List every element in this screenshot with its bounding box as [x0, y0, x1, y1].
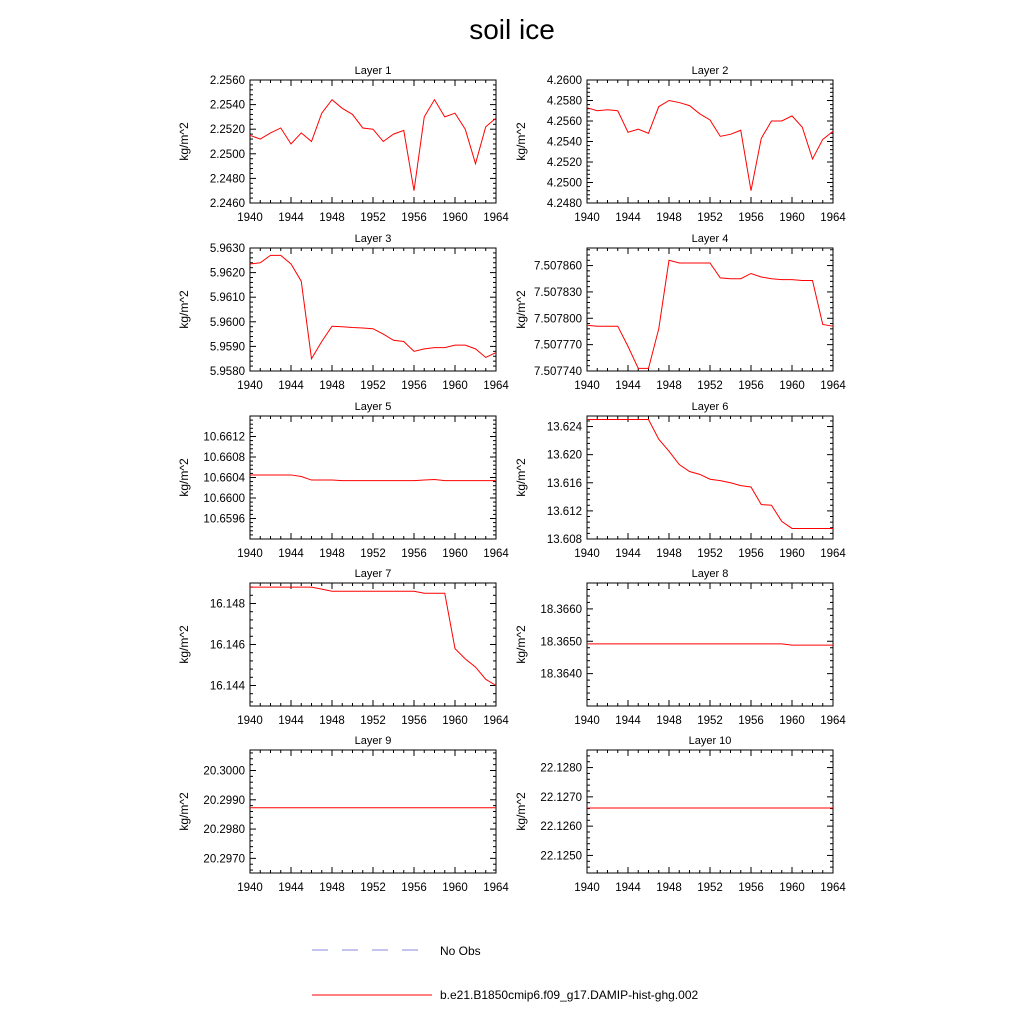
x-tick-label: 1944	[278, 212, 304, 224]
x-tick-label: 1948	[319, 882, 345, 894]
plot-frame	[250, 248, 496, 371]
x-tick-label: 1964	[820, 212, 846, 224]
y-tick-label: 18.3640	[540, 668, 582, 681]
y-tick-label: 5.9580	[209, 366, 245, 378]
x-tick-label: 1956	[738, 212, 764, 224]
y-tick-label: 2.2560	[209, 75, 245, 87]
x-tick-label: 1940	[237, 882, 263, 894]
x-tick-label: 1944	[615, 882, 641, 894]
panel-layer-7	[177, 568, 509, 727]
y-tick-label: 2.2480	[209, 173, 245, 186]
x-tick-label: 1944	[615, 380, 641, 392]
y-tick-label: 10.6612	[203, 431, 245, 444]
y-tick-label: 10.6608	[203, 452, 245, 464]
series-line	[587, 260, 833, 368]
legend-model-label: b.e21.B1850cmip6.f09_g17.DAMIP-hist-ghg.002	[440, 988, 699, 1002]
x-tick-label: 1964	[483, 380, 509, 392]
panel-layer-4	[514, 233, 846, 392]
x-tick-label: 1952	[697, 380, 723, 392]
x-tick-label: 1956	[401, 380, 427, 392]
plot-frame	[587, 80, 833, 203]
y-tick-label: 16.144	[209, 680, 245, 693]
y-tick-label: 5.9620	[209, 267, 245, 280]
panel-title: Layer 7	[354, 568, 392, 580]
legend	[312, 944, 698, 1002]
plot-frame	[587, 750, 833, 873]
y-tick-label: 13.620	[546, 449, 582, 462]
y-tick-label: 5.9600	[209, 316, 245, 329]
y-axis-label: kg/m^2	[514, 458, 528, 497]
panel-title: Layer 8	[691, 568, 729, 580]
y-tick-label: 10.6604	[203, 472, 245, 485]
y-tick-label: 16.146	[209, 639, 245, 652]
legend-obs-label: No Obs	[440, 944, 481, 958]
plot-frame	[250, 416, 496, 539]
x-tick-label: 1960	[779, 715, 805, 727]
series-line	[587, 420, 833, 529]
x-tick-label: 1964	[483, 548, 509, 560]
x-tick-label: 1956	[401, 715, 427, 727]
x-tick-label: 1952	[360, 882, 386, 894]
y-tick-label: 2.2500	[209, 148, 245, 161]
panel-title: Layer 10	[688, 735, 732, 747]
y-tick-label: 13.624	[546, 421, 582, 434]
x-tick-label: 1944	[615, 548, 641, 560]
y-tick-label: 7.507740	[534, 366, 582, 378]
x-tick-label: 1956	[401, 548, 427, 560]
x-tick-label: 1948	[656, 882, 682, 894]
panel-layer-3	[177, 233, 509, 392]
x-tick-label: 1948	[319, 548, 345, 560]
x-tick-label: 1948	[656, 548, 682, 560]
x-tick-label: 1948	[319, 380, 345, 392]
y-tick-label: 4.2540	[546, 136, 582, 149]
x-tick-label: 1948	[656, 715, 682, 727]
y-axis-label: kg/m^2	[514, 625, 528, 664]
x-tick-label: 1952	[360, 380, 386, 392]
x-tick-label: 1952	[697, 212, 723, 224]
plot-frame	[250, 583, 496, 706]
x-tick-label: 1940	[574, 212, 600, 224]
panel-layer-1	[177, 65, 509, 224]
y-tick-label: 2.2520	[209, 124, 245, 137]
figure-title: soil ice	[469, 14, 555, 45]
panel-title: Layer 1	[354, 65, 392, 77]
x-tick-label: 1960	[442, 715, 468, 727]
x-tick-label: 1960	[779, 380, 805, 392]
y-tick-label: 4.2600	[546, 75, 582, 87]
y-tick-label: 7.507860	[534, 260, 582, 273]
y-axis-label: kg/m^2	[514, 122, 528, 161]
plot-frame	[250, 80, 496, 203]
y-tick-label: 2.2460	[209, 198, 245, 210]
chart-panels	[177, 65, 846, 894]
series-line	[587, 644, 833, 645]
y-tick-label: 13.616	[546, 477, 582, 490]
y-tick-label: 20.2970	[203, 853, 245, 866]
y-tick-label: 7.507770	[534, 339, 582, 352]
y-tick-label: 4.2500	[546, 177, 582, 190]
x-tick-label: 1952	[360, 548, 386, 560]
y-tick-label: 18.3660	[540, 603, 582, 616]
x-tick-label: 1960	[779, 882, 805, 894]
series-line	[250, 587, 496, 685]
panel-title: Layer 4	[691, 233, 729, 245]
x-tick-label: 1960	[442, 548, 468, 560]
y-tick-label: 4.2560	[546, 116, 582, 128]
x-tick-label: 1944	[278, 380, 304, 392]
y-tick-label: 5.9630	[209, 243, 245, 255]
x-tick-label: 1960	[779, 548, 805, 560]
panel-layer-5	[177, 401, 509, 560]
x-tick-label: 1964	[820, 882, 846, 894]
y-tick-label: 10.6600	[203, 493, 245, 505]
y-axis-label: kg/m^2	[514, 290, 528, 329]
x-tick-label: 1960	[442, 212, 468, 224]
x-tick-label: 1952	[360, 715, 386, 727]
x-tick-label: 1956	[401, 212, 427, 224]
y-axis-label: kg/m^2	[177, 122, 191, 161]
y-tick-label: 2.2540	[209, 99, 245, 112]
x-tick-label: 1964	[820, 715, 846, 727]
x-tick-label: 1948	[319, 715, 345, 727]
y-tick-label: 22.1280	[540, 762, 582, 775]
panel-layer-9	[177, 735, 509, 894]
y-tick-label: 4.2580	[546, 95, 582, 108]
y-tick-label: 13.608	[546, 534, 582, 546]
y-tick-label: 22.1250	[540, 850, 582, 863]
series-line	[250, 475, 496, 481]
y-tick-label: 7.507800	[534, 313, 582, 326]
x-tick-label: 1960	[442, 882, 468, 894]
x-tick-label: 1940	[574, 548, 600, 560]
y-axis-label: kg/m^2	[177, 625, 191, 664]
panel-title: Layer 5	[354, 401, 392, 413]
panel-title: Layer 6	[691, 401, 729, 413]
x-tick-label: 1940	[237, 212, 263, 224]
y-tick-label: 4.2480	[546, 198, 582, 210]
y-tick-label: 20.2980	[203, 824, 245, 837]
y-tick-label: 10.6596	[203, 513, 245, 526]
plot-frame	[587, 248, 833, 371]
x-tick-label: 1964	[483, 882, 509, 894]
x-tick-label: 1948	[656, 212, 682, 224]
x-tick-label: 1940	[237, 715, 263, 727]
panel-title: Layer 9	[354, 735, 392, 747]
x-tick-label: 1960	[779, 212, 805, 224]
x-tick-label: 1956	[738, 548, 764, 560]
x-tick-label: 1952	[360, 212, 386, 224]
panel-layer-6	[514, 401, 846, 560]
x-tick-label: 1964	[483, 715, 509, 727]
x-tick-label: 1944	[615, 212, 641, 224]
panel-layer-10	[514, 735, 846, 894]
panel-layer-2	[514, 65, 846, 224]
x-tick-label: 1964	[820, 380, 846, 392]
y-tick-label: 18.3650	[540, 636, 582, 649]
panel-layer-8	[514, 568, 846, 727]
x-tick-label: 1944	[615, 715, 641, 727]
y-tick-label: 7.507830	[534, 286, 582, 299]
x-tick-label: 1956	[738, 882, 764, 894]
x-tick-label: 1940	[237, 380, 263, 392]
x-tick-label: 1944	[278, 715, 304, 727]
x-tick-label: 1952	[697, 882, 723, 894]
x-tick-label: 1948	[656, 380, 682, 392]
x-tick-label: 1956	[401, 882, 427, 894]
y-tick-label: 5.9590	[209, 341, 245, 354]
x-tick-label: 1940	[237, 548, 263, 560]
x-tick-label: 1952	[697, 715, 723, 727]
y-tick-label: 20.2990	[203, 794, 245, 807]
y-axis-label: kg/m^2	[177, 792, 191, 831]
x-tick-label: 1940	[574, 380, 600, 392]
x-tick-label: 1956	[738, 380, 764, 392]
y-tick-label: 22.1260	[540, 821, 582, 834]
y-tick-label: 5.9610	[209, 292, 245, 305]
plot-frame	[250, 750, 496, 873]
y-tick-label: 16.148	[209, 598, 245, 611]
x-tick-label: 1944	[278, 882, 304, 894]
x-tick-label: 1940	[574, 715, 600, 727]
x-tick-label: 1940	[574, 882, 600, 894]
y-tick-label: 4.2520	[546, 157, 582, 169]
plot-frame	[587, 583, 833, 706]
x-tick-label: 1952	[697, 548, 723, 560]
y-tick-label: 20.3000	[203, 765, 245, 778]
plot-frame	[587, 416, 833, 539]
x-tick-label: 1956	[738, 715, 764, 727]
y-axis-label: kg/m^2	[514, 792, 528, 831]
y-axis-label: kg/m^2	[177, 458, 191, 497]
series-line	[250, 100, 496, 191]
x-tick-label: 1948	[319, 212, 345, 224]
y-tick-label: 22.1270	[540, 791, 582, 804]
panel-title: Layer 2	[691, 65, 729, 77]
x-tick-label: 1964	[820, 548, 846, 560]
y-tick-label: 13.612	[546, 505, 582, 518]
series-line	[250, 255, 496, 358]
x-tick-label: 1964	[483, 212, 509, 224]
x-tick-label: 1944	[278, 548, 304, 560]
panel-title: Layer 3	[354, 233, 392, 245]
series-line	[587, 101, 833, 191]
x-tick-label: 1960	[442, 380, 468, 392]
y-axis-label: kg/m^2	[177, 290, 191, 329]
